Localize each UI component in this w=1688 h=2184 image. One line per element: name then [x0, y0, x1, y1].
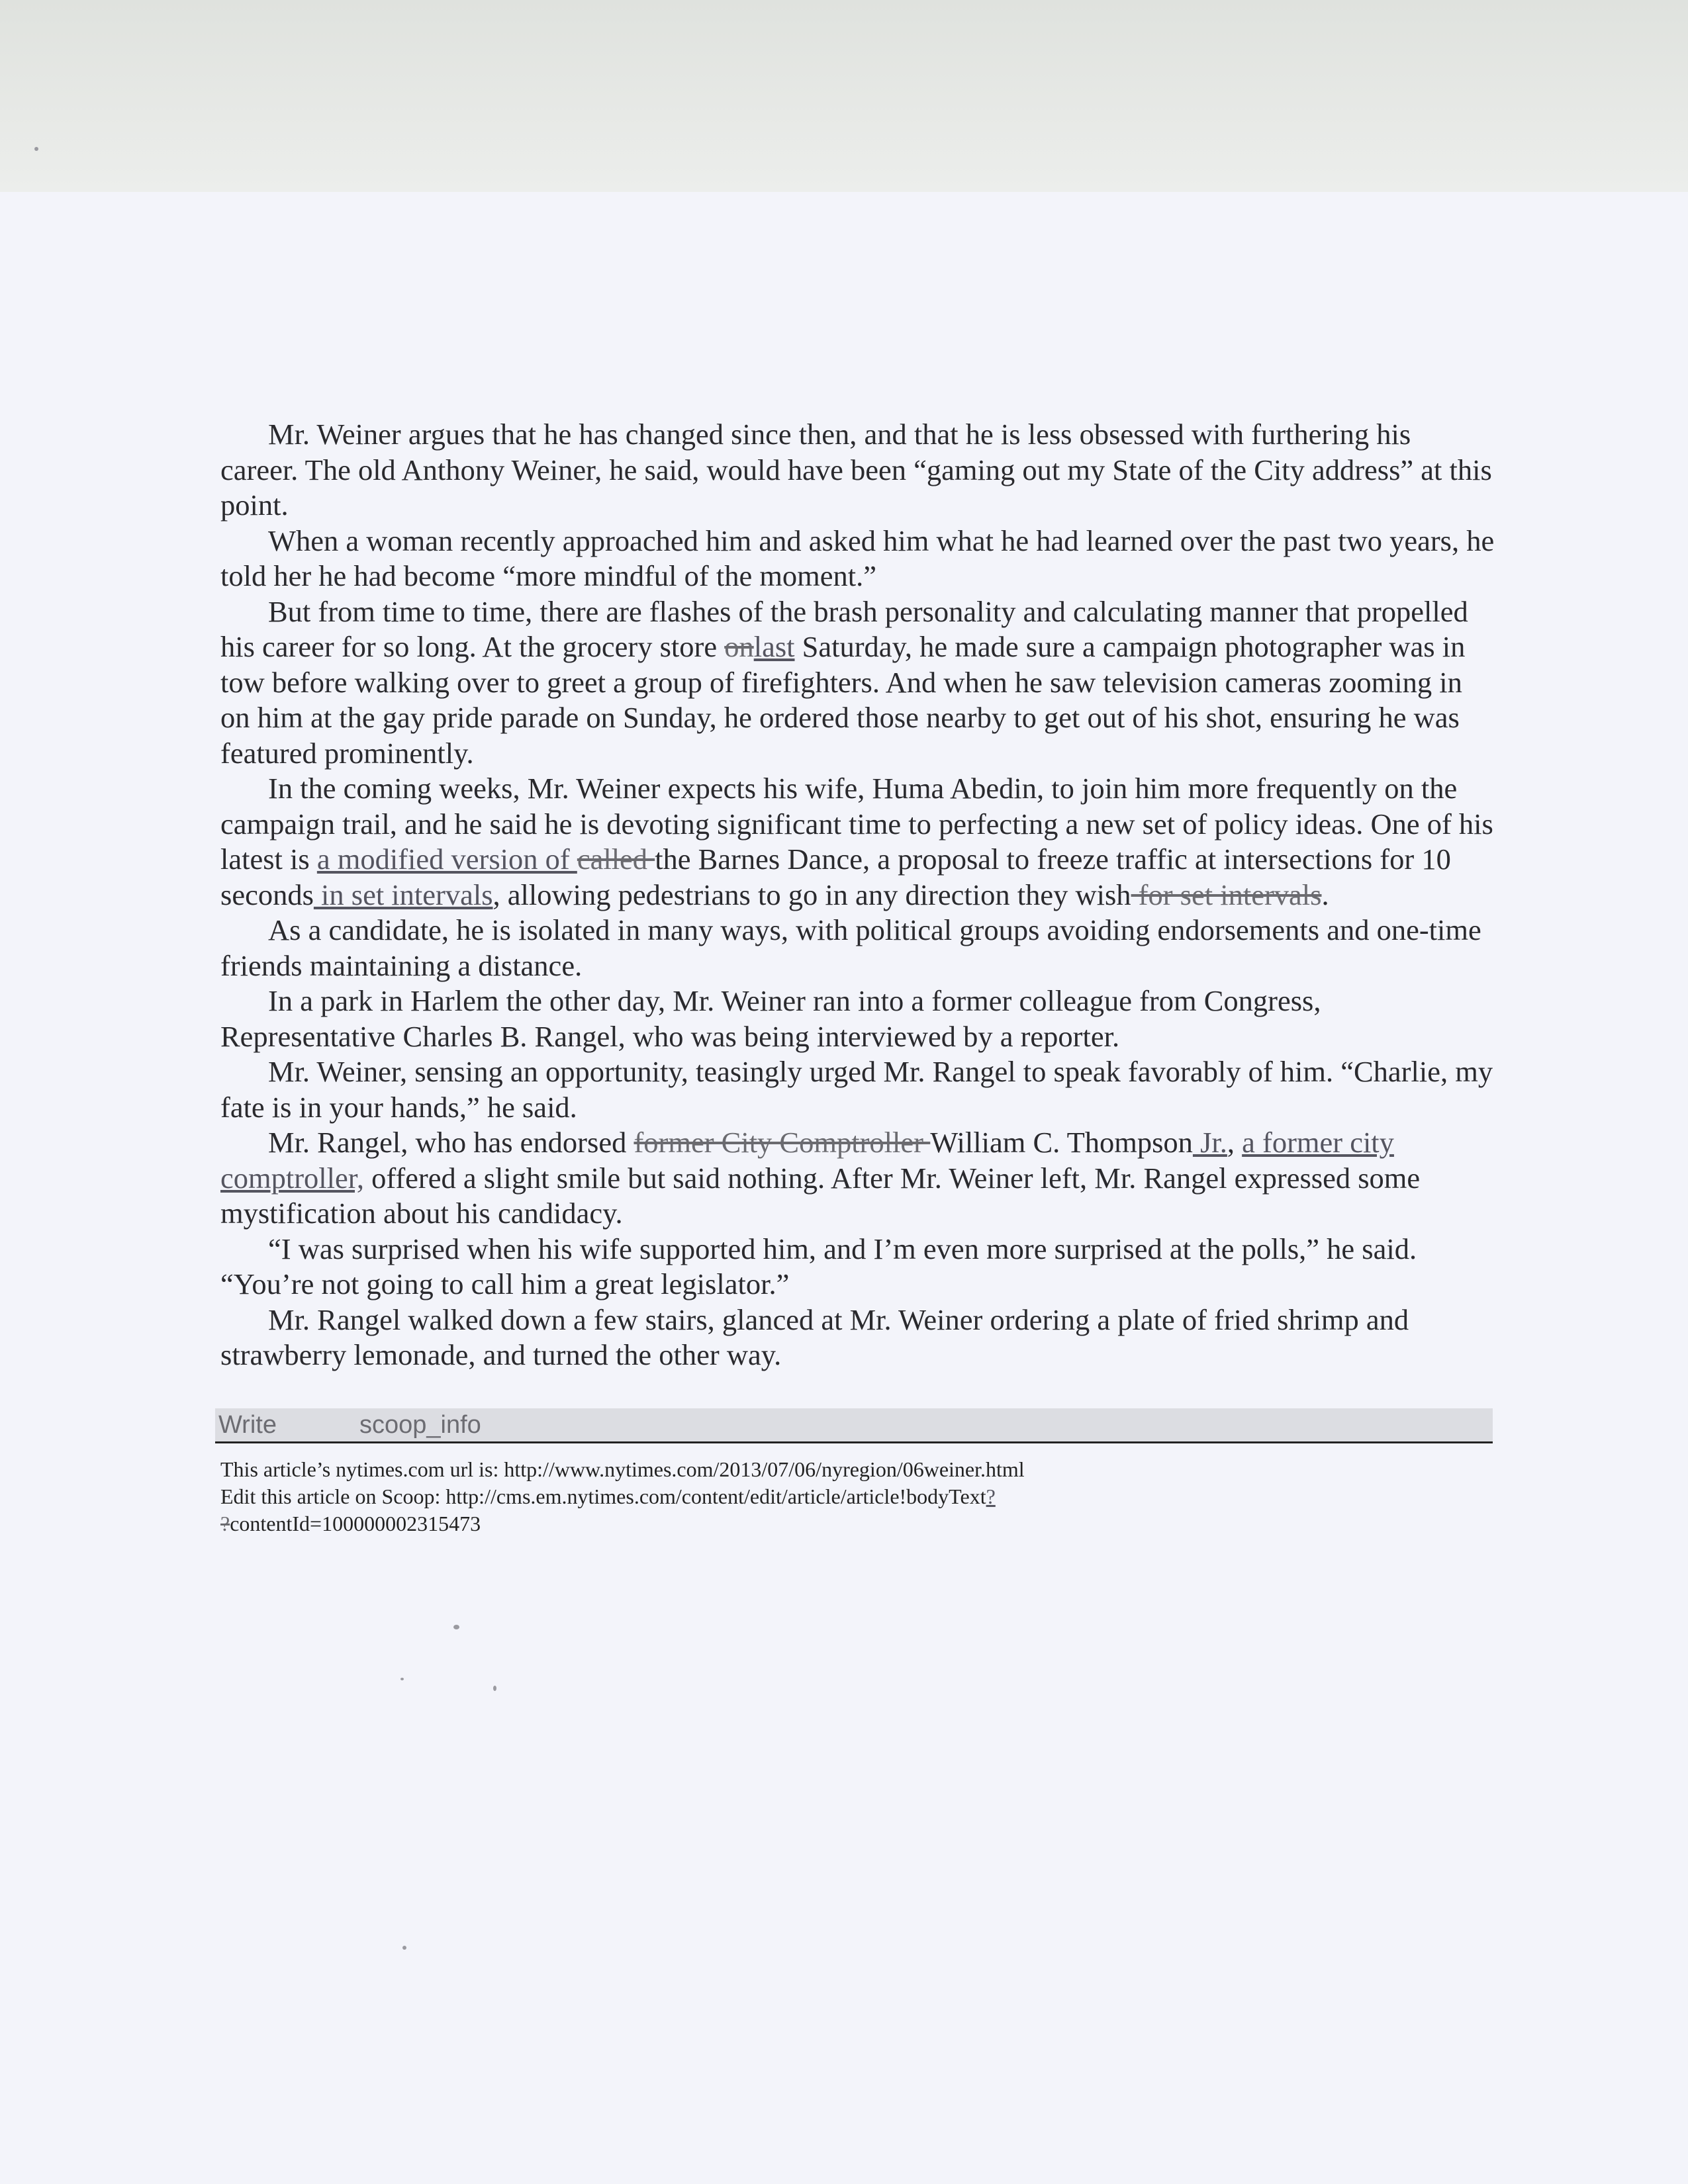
- inserted-text: a modified version of: [316, 842, 577, 876]
- article-paragraph: [220, 771, 1495, 913]
- paragraph-text: In a park in Harlem the other day, Mr. Weiner ran into a former colleague from Congress, Representative Charles B. Rangel, who was being interviewed by a reporter.: [220, 984, 1321, 1053]
- scan-speck: [400, 1678, 404, 1680]
- scoop-edit-line: Edit this article on Scoop: http://cms.em.nytimes.com/content/edit/article/article!bodyText?: [220, 1484, 996, 1508]
- article-metadata: [220, 1456, 1478, 1537]
- paragraph-text: the Barnes Dance, a proposal to freeze traffic at intersections for 10 seconds: [220, 842, 1451, 911]
- deleted-text: former City Comptroller: [633, 1126, 931, 1159]
- scan-speck: [402, 1946, 406, 1950]
- article-paragraph: [220, 913, 1495, 983]
- inserted-text: a former city comptroller,: [220, 1126, 1394, 1195]
- deleted-text: on: [724, 630, 754, 663]
- scan-speck: [453, 1625, 459, 1629]
- article-paragraph: [220, 1302, 1495, 1373]
- article-url-line: This article’s nytimes.com url is: http://www.nytimes.com/2013/07/06/nyregion/06weiner.html: [220, 1457, 1025, 1481]
- paragraph-text: , allowing pedestrians to go in any direction they wish: [492, 878, 1131, 911]
- scanner-margin: [0, 0, 1688, 192]
- scoop-info-tab[interactable]: scoop_info: [359, 1411, 481, 1439]
- scoop-toolbar: [215, 1408, 1493, 1443]
- scan-speck: [34, 147, 38, 151]
- article-paragraph: [220, 983, 1495, 1054]
- inserted-text: in set intervals: [313, 878, 493, 911]
- article-paragraph: [220, 1232, 1495, 1302]
- paragraph-text: Mr. Rangel walked down a few stairs, glanced at Mr. Weiner ordering a plate of fried shrimp and strawberry lemonade, and turned the other way.: [220, 1302, 1409, 1371]
- article-paragraph: [220, 1054, 1495, 1125]
- paragraph-text: As a candidate, he is isolated in many ways, with political groups avoiding endorsements and one-time friends maintaining a distance.: [220, 913, 1481, 982]
- write-tab[interactable]: Write: [218, 1411, 277, 1439]
- paragraph-text: In the coming weeks, Mr. Weiner expects his wife, Huma Abedin, to join him more frequently on the campaign trail, and he said he is devoting significant time to: [220, 772, 1458, 841]
- article-paragraph: [220, 594, 1495, 772]
- paragraph-text: William C. Thompson: [930, 1126, 1193, 1159]
- article-paragraph: [220, 417, 1495, 523]
- article-paragraph: [220, 523, 1495, 594]
- paragraph-text: .: [1321, 878, 1329, 911]
- paragraph-text: “I was surprised when his wife supported him, and I’m even more surprised at the polls,” he said. “You’re not going to call him a great legislator.”: [220, 1232, 1417, 1300]
- paragraph-text: When a woman recently approached him and asked him what he had learned over the past two years, he told her he had become “more mindful of the moment.”: [220, 523, 1495, 592]
- deleted-text: for set intervals: [1131, 878, 1322, 911]
- paragraph-text: perfecting a new set of policy ideas. One of his latest is: [220, 807, 1493, 876]
- article-paragraph: [220, 1125, 1495, 1232]
- scoop-edit-line-continued: ?contentId=100000002315473: [220, 1512, 481, 1535]
- paragraph-text: ,: [1227, 1126, 1243, 1159]
- deleted-text: called: [577, 842, 655, 876]
- paragraph-text: Saturday, he made sure a campaign photographer was in tow before walking over to greet a group of firefighters. And when he saw television cameras zooming in on him at the gay pride parade on Sunday, he ordered those nearby to get out of his shot, ensuring he was featured prominently.: [220, 630, 1466, 770]
- inserted-text: last: [753, 630, 795, 663]
- paragraph-text: offered a slight smile but said nothing. After Mr. Weiner left, Mr. Rangel expressed some mystification about his candidacy.: [220, 1161, 1421, 1230]
- scan-speck: [493, 1686, 496, 1691]
- paragraph-text: Mr. Rangel, who has endorsed: [268, 1126, 634, 1159]
- inserted-text: Jr.: [1192, 1126, 1227, 1159]
- article-body: [220, 417, 1495, 1373]
- paragraph-text: Mr. Weiner argues that he has changed since then, and that he is less obsessed with furthering his career. The old Anthony Weiner, he said, would have been “gaming out my State of the City address” at this point.: [220, 418, 1492, 522]
- paragraph-text: But from time to time, there are flashes of the brash personality and calculating manner that propelled his career for so long. At the grocery store: [220, 594, 1468, 663]
- paragraph-text: Mr. Weiner, sensing an opportunity, teasingly urged Mr. Rangel to speak favorably of him. “Charlie, my fate is in your hands,” he said.: [220, 1055, 1493, 1124]
